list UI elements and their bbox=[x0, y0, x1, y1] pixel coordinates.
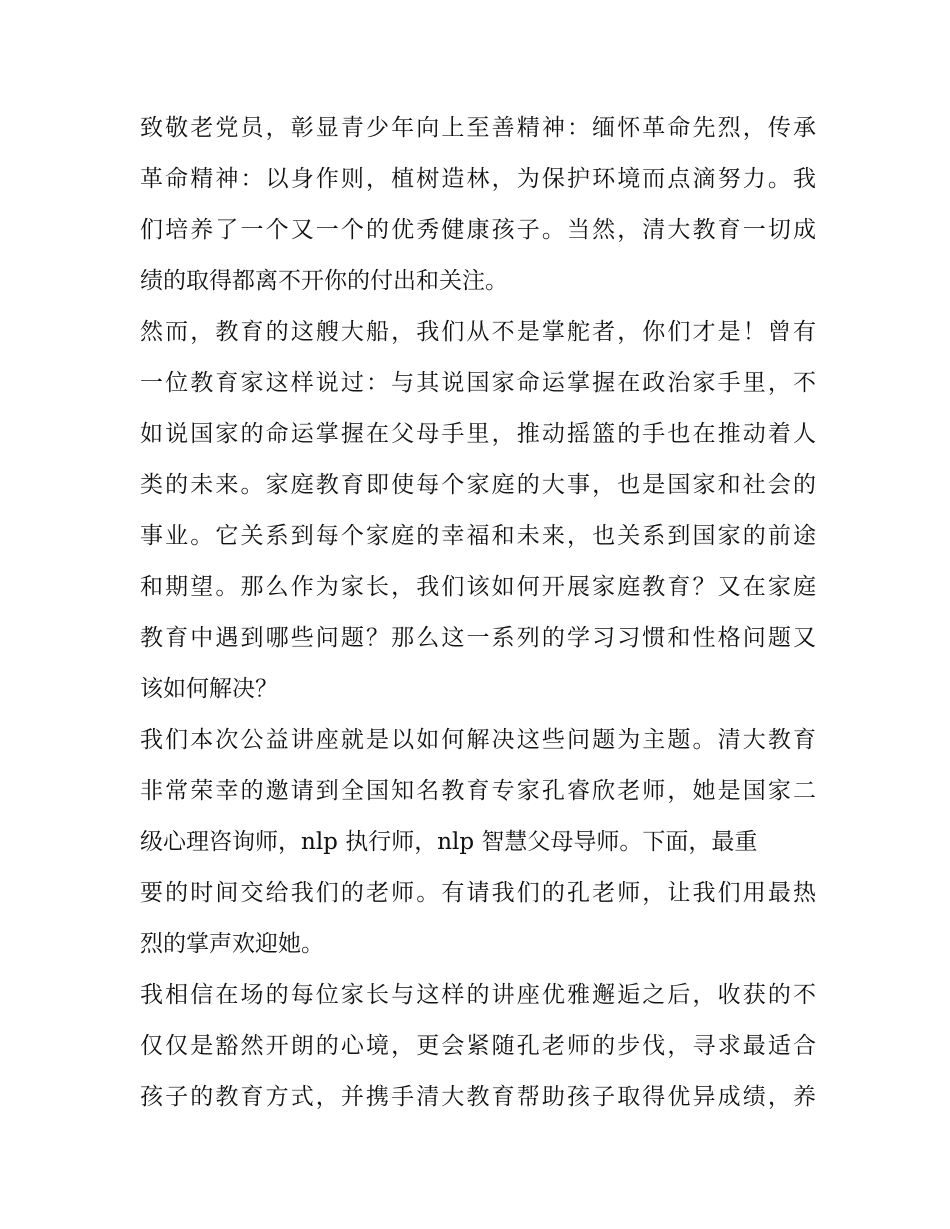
text-line: 类的未来。家庭教育即使每个家庭的大事，也是国家和社会的 bbox=[140, 472, 816, 498]
text-line: 教育中遇到哪些问题？那么这一系列的学习习惯和性格问题又 bbox=[140, 625, 816, 651]
text-line: 孩子的教育方式，并携手清大教育帮助孩子取得优异成绩，养 bbox=[140, 1084, 816, 1110]
text-line: 绩的取得都离不开你的付出和关注。 bbox=[140, 268, 508, 294]
text-line: 如说国家的命运掌握在父母手里，推动摇篮的手也在推动着人 bbox=[140, 421, 816, 447]
text-line: 然而，教育的这艘大船，我们从不是掌舵者，你们才是！曾有 bbox=[140, 319, 816, 345]
text-line: 非常荣幸的邀请到全国知名教育专家孔睿欣老师，她是国家二 bbox=[140, 778, 816, 804]
text-line: 要的时间交给我们的老师。有请我们的孔老师，让我们用最热 bbox=[140, 880, 816, 906]
text-line: 革命精神：以身作则，植树造林，为保护环境而点滴努力。我 bbox=[140, 166, 816, 192]
paragraph-2 bbox=[140, 307, 816, 715]
text-line: 烈的掌声欢迎她。 bbox=[140, 931, 324, 957]
paragraph-3 bbox=[140, 715, 816, 970]
paragraph-1 bbox=[140, 103, 816, 307]
text-line: 我们本次公益讲座就是以如何解决这些问题为主题。清大教育 bbox=[140, 727, 816, 753]
text-line: 致敬老党员，彰显青少年向上至善精神：缅怀革命先烈，传承 bbox=[140, 115, 816, 141]
text-line: 仅仅是豁然开朗的心境，更会紧随孔老师的步伐，寻求最适合 bbox=[140, 1033, 816, 1059]
paragraph-4 bbox=[140, 970, 816, 1123]
text-line: 我相信在场的每位家长与这样的讲座优雅邂逅之后，收获的不 bbox=[140, 982, 816, 1008]
text-line: 和期望。那么作为家长，我们该如何开展家庭教育？又在家庭 bbox=[140, 574, 816, 600]
text-line: 一位教育家这样说过：与其说国家命运掌握在政治家手里，不 bbox=[140, 370, 816, 396]
document-body bbox=[140, 103, 816, 1123]
text-line: 级心理咨询师，nlp 执行师，nlp 智慧父母导师。下面，最重 bbox=[140, 829, 758, 855]
text-line: 事业。它关系到每个家庭的幸福和未来，也关系到国家的前途 bbox=[140, 523, 816, 549]
text-line: 该如何解决？ bbox=[140, 676, 278, 702]
text-line: 们培养了一个又一个的优秀健康孩子。当然，清大教育一切成 bbox=[140, 217, 816, 243]
